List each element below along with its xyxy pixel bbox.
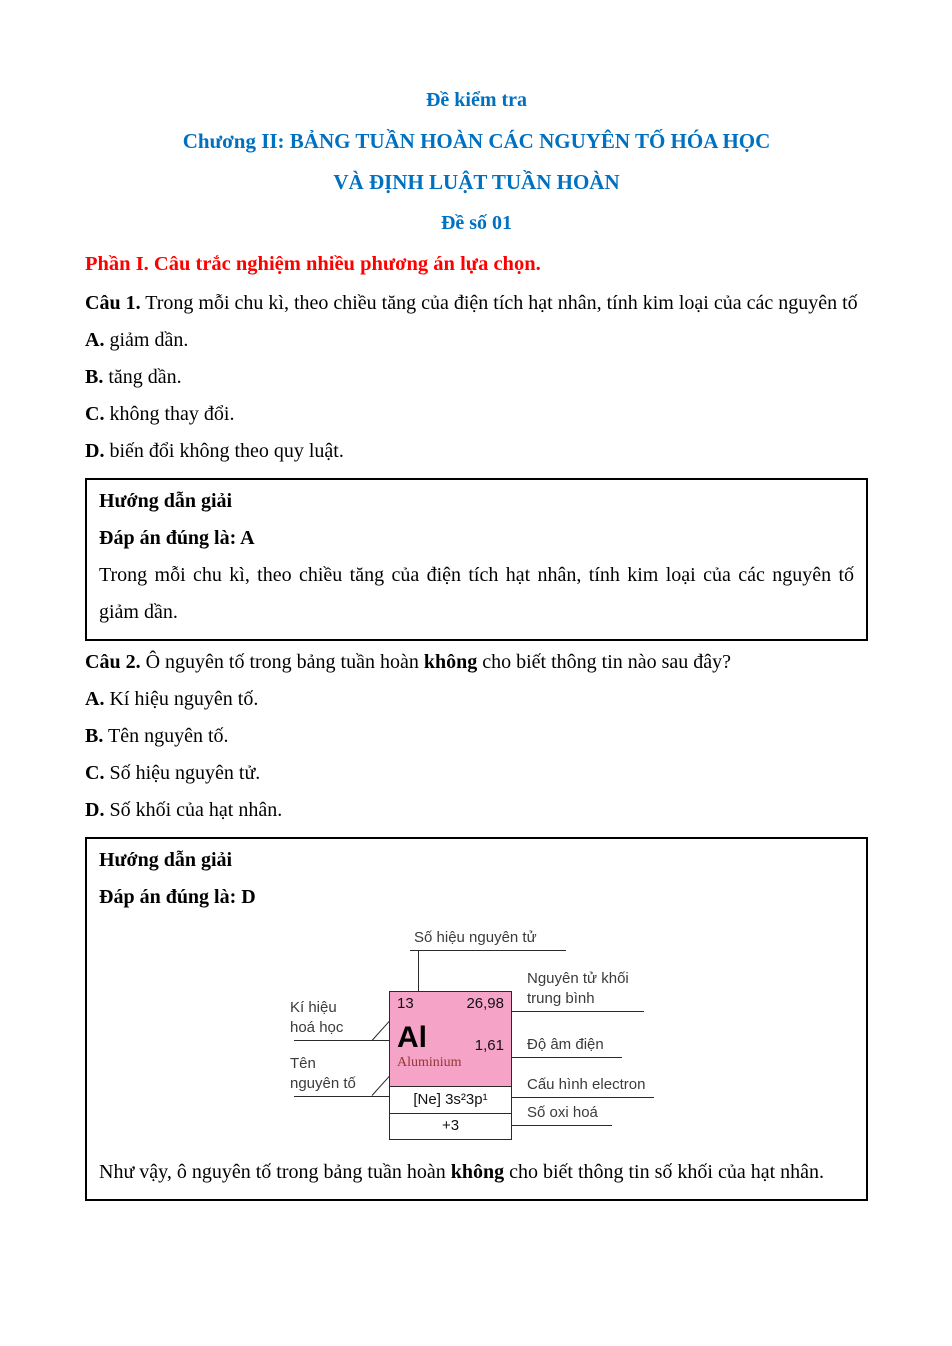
solution-2-answer: Đáp án đúng là: D	[99, 886, 256, 908]
option-d-text: Số khối của hạt nhân.	[109, 799, 283, 821]
option-d-text: biến đổi không theo quy luật.	[109, 440, 344, 462]
solution-box-question-2	[85, 837, 868, 1201]
element-name-connector-diagonal	[372, 1076, 390, 1096]
electron-configuration-connector-line	[512, 1097, 654, 1098]
conclusion-after: cho biết thông tin số khối của hạt nhân.	[504, 1161, 825, 1183]
element-name: Aluminium	[397, 1055, 462, 1070]
option-b-text: Tên nguyên tố.	[107, 725, 229, 747]
question-2-option-c	[85, 755, 868, 792]
question-2-body-after: cho biết thông tin nào sau đây?	[477, 651, 732, 673]
question-2-option-b	[85, 718, 868, 755]
solution-2-heading: Hướng dẫn giải	[99, 849, 233, 871]
option-d-letter: D.	[85, 440, 105, 462]
chemical-symbol-label: Kí hiệu hoá học	[290, 999, 344, 1036]
atomic-mass-connector-line	[512, 1011, 644, 1012]
option-b-letter: B.	[85, 725, 104, 747]
electron-configuration-value: [Ne] 3s²3p¹	[389, 1086, 512, 1114]
option-c-letter: C.	[85, 403, 105, 425]
solution-1-heading: Hướng dẫn giải	[99, 490, 233, 512]
question-1-option-c	[85, 396, 868, 433]
question-1-option-a	[85, 322, 868, 359]
atomic-number-connector-vline	[418, 950, 419, 991]
electronegativity-value: 1,61	[474, 1037, 504, 1054]
atomic-mass-value: 26,98	[466, 995, 504, 1012]
element-cell-diagram	[284, 926, 669, 1146]
oxidation-number-label: Số oxi hoá	[527, 1104, 598, 1121]
question-1-label: Câu 1.	[85, 292, 141, 314]
conclusion-before: Như vậy, ô nguyên tố trong bảng tuần hoàn	[99, 1161, 451, 1183]
part1-heading: Phần I. Câu trắc nghiệm nhiều phương án lựa chọn.	[85, 253, 541, 275]
question-2-label: Câu 2.	[85, 651, 141, 673]
oxidation-number-value: +3	[389, 1114, 512, 1140]
doc-title: Đề kiểm tra	[425, 89, 528, 111]
option-c-text: Số hiệu nguyên tử.	[109, 762, 261, 784]
solution-1-explanation: Trong mỗi chu kì, theo chiều tăng của điện tích hạt nhân, tính kim loại của các nguyên tố giảm dần.	[99, 564, 854, 623]
question-1-body: Trong mỗi chu kì, theo chiều tăng của điện tích hạt nhân, tính kim loại của các nguyên tố	[145, 292, 858, 314]
electronegativity-label: Độ âm điện	[527, 1036, 604, 1053]
atomic-mass-label: Nguyên tử khối trung bình	[527, 970, 629, 1007]
option-a-letter: A.	[85, 329, 105, 351]
option-d-letter: D.	[85, 799, 105, 821]
exam-code: Đề số 01	[440, 212, 513, 234]
question-2-text	[85, 644, 868, 681]
electronegativity-connector-line	[512, 1057, 622, 1058]
electron-configuration-label: Cấu hình electron	[527, 1076, 646, 1093]
element-symbol: Al	[397, 1021, 427, 1054]
option-c-letter: C.	[85, 762, 105, 784]
chapter-title-line2: VÀ ĐỊNH LUẬT TUẦN HOÀN	[333, 170, 620, 194]
cell-middle-row	[390, 1012, 511, 1054]
chapter-title-line1: Chương II: BẢNG TUẦN HOÀN CÁC NGUYÊN TỐ HÓA HỌC	[182, 129, 771, 153]
atomic-number-label: Số hiệu nguyên tử	[414, 929, 537, 946]
element-cell	[389, 991, 512, 1114]
cell-top-row	[390, 992, 511, 1012]
conclusion-bold-word: không	[450, 1161, 505, 1183]
option-b-letter: B.	[85, 366, 104, 388]
question-2-bold-word: không	[423, 651, 478, 673]
question-1-option-b	[85, 359, 868, 396]
solution-2-conclusion	[99, 1154, 854, 1191]
option-c-text: không thay đổi.	[109, 403, 235, 425]
element-name-label: Tên nguyên tố	[290, 1055, 356, 1092]
atomic-number-value: 13	[397, 995, 414, 1012]
atomic-number-connector-line	[410, 950, 566, 951]
question-2-option-d	[85, 792, 868, 829]
option-a-text: giảm dần.	[109, 329, 189, 351]
option-a-text: Kí hiệu nguyên tố.	[109, 688, 259, 710]
option-a-letter: A.	[85, 688, 105, 710]
question-1-text	[85, 285, 868, 322]
element-name-connector-line	[294, 1096, 389, 1097]
question-2-body-before: Ô nguyên tố trong bảng tuần hoàn	[145, 651, 424, 673]
oxidation-number-connector-line	[512, 1125, 612, 1126]
solution-1-answer: Đáp án đúng là: A	[99, 527, 255, 549]
option-b-text: tăng dần.	[108, 366, 182, 388]
chemical-symbol-connector-diagonal	[372, 1021, 390, 1041]
solution-box-question-1	[85, 478, 868, 641]
question-1-option-d	[85, 433, 868, 470]
question-2-option-a	[85, 681, 868, 718]
chemical-symbol-connector-line	[294, 1040, 389, 1041]
